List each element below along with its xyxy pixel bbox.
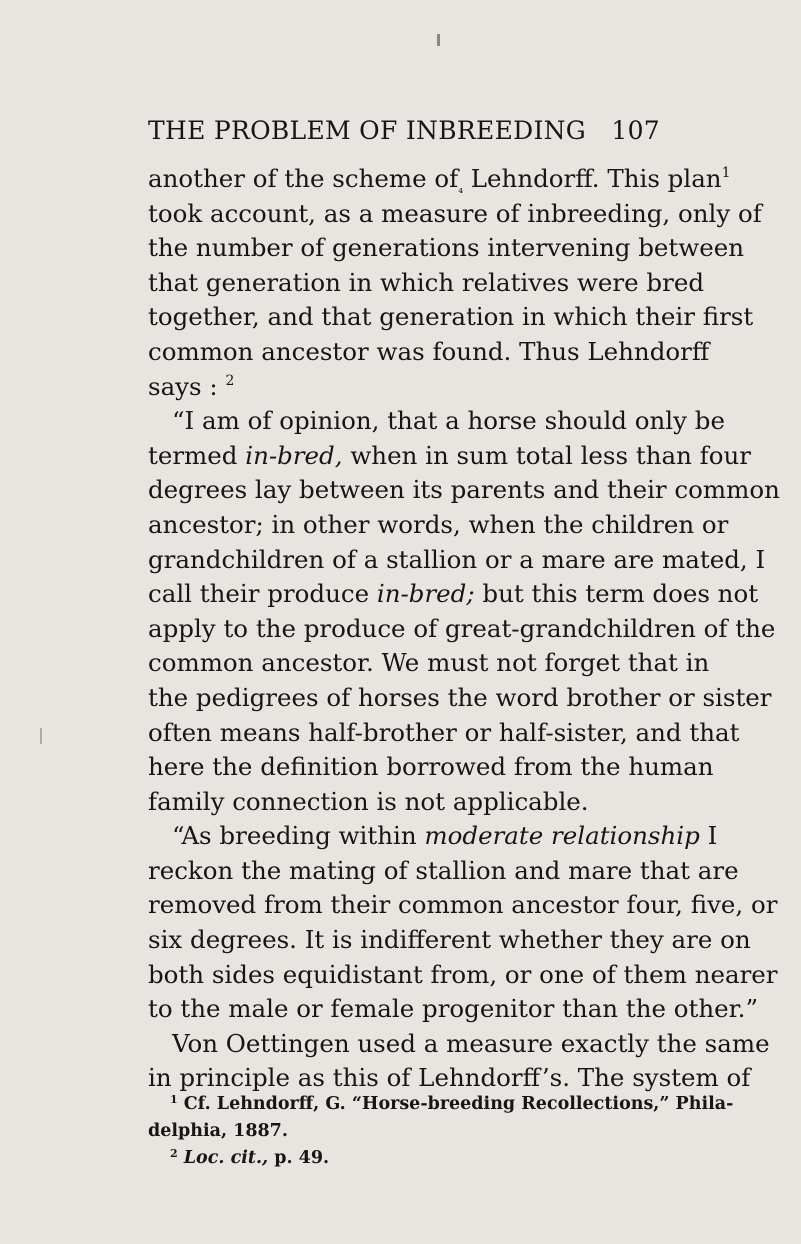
running-header bbox=[148, 116, 660, 150]
text-line: removed from their common ancestor four, five, or bbox=[148, 890, 778, 920]
footnote-ref: 2 bbox=[225, 372, 235, 389]
text-line: common ancestor. We must not forget that in bbox=[148, 648, 710, 678]
running-title: THE PROBLEM OF INBREEDING bbox=[148, 116, 587, 145]
footnote-ref: 1 bbox=[721, 165, 731, 181]
text-line: apply to the produce of great-grandchildren of the bbox=[148, 613, 776, 643]
text-line: that generation in which relatives were bred bbox=[148, 267, 704, 297]
text-line: often means half-brother or half-sister, and that bbox=[148, 717, 740, 747]
text-line: family connection is not applicable. bbox=[148, 786, 589, 816]
text-line: “As breeding within moderate relationship I bbox=[172, 821, 718, 851]
text-line: call their produce in-bred; but this term does not bbox=[148, 579, 759, 609]
text-line: termed in-bred, when in sum total less than four bbox=[148, 440, 751, 470]
text-line: degrees lay between its parents and their common bbox=[148, 475, 780, 505]
text-line: in principle as this of Lehndorff’s. The system of bbox=[148, 1063, 751, 1093]
footnotes bbox=[148, 1091, 734, 1172]
page-number: 107 bbox=[611, 116, 660, 145]
text-line: to the male or female progenitor than the other.” bbox=[148, 994, 758, 1024]
text-line: “I am of opinion, that a horse should only be bbox=[172, 406, 725, 436]
margin-mark bbox=[40, 728, 42, 744]
footnote-2: $^2$ Loc. cit., p. 49. bbox=[170, 1147, 330, 1168]
margin-mark bbox=[437, 34, 440, 46]
text-line: Von Oettingen used a measure exactly the same bbox=[172, 1028, 770, 1058]
footnote-1: $^1$ Cf. Lehndorff, G. “Horse-breeding Recollections,” Phila- bbox=[170, 1093, 734, 1114]
text-line: reckon the mating of stallion and mare that are bbox=[148, 855, 739, 885]
text-line: the number of generations intervening between bbox=[148, 233, 744, 263]
body-text bbox=[148, 162, 780, 1096]
text-line: here the definition borrowed from the human bbox=[148, 752, 714, 782]
text-line: together, and that generation in which their first bbox=[148, 302, 754, 332]
text-line: took account, as a measure of inbreeding, only of bbox=[148, 198, 762, 228]
text-line: the pedigrees of horses the word brother or sister bbox=[148, 682, 772, 712]
text-line: another of the scheme $of_{_4}$ Lehndorff. This plan$^1$ bbox=[148, 164, 731, 196]
text-line: says : $^2$ bbox=[148, 371, 235, 401]
text-line: common ancestor was found. Thus Lehndorff bbox=[148, 336, 710, 366]
text-line: grandchildren of a stallion or a mare are mated, I bbox=[148, 544, 766, 574]
text-line: ancestor; in other words, when the children or bbox=[148, 509, 729, 539]
footnote-1-cont: delphia, 1887. bbox=[148, 1121, 288, 1141]
text-line: six degrees. It is indifferent whether they are on bbox=[148, 925, 751, 955]
text-line: both sides equidistant from, or one of them nearer bbox=[148, 959, 778, 989]
